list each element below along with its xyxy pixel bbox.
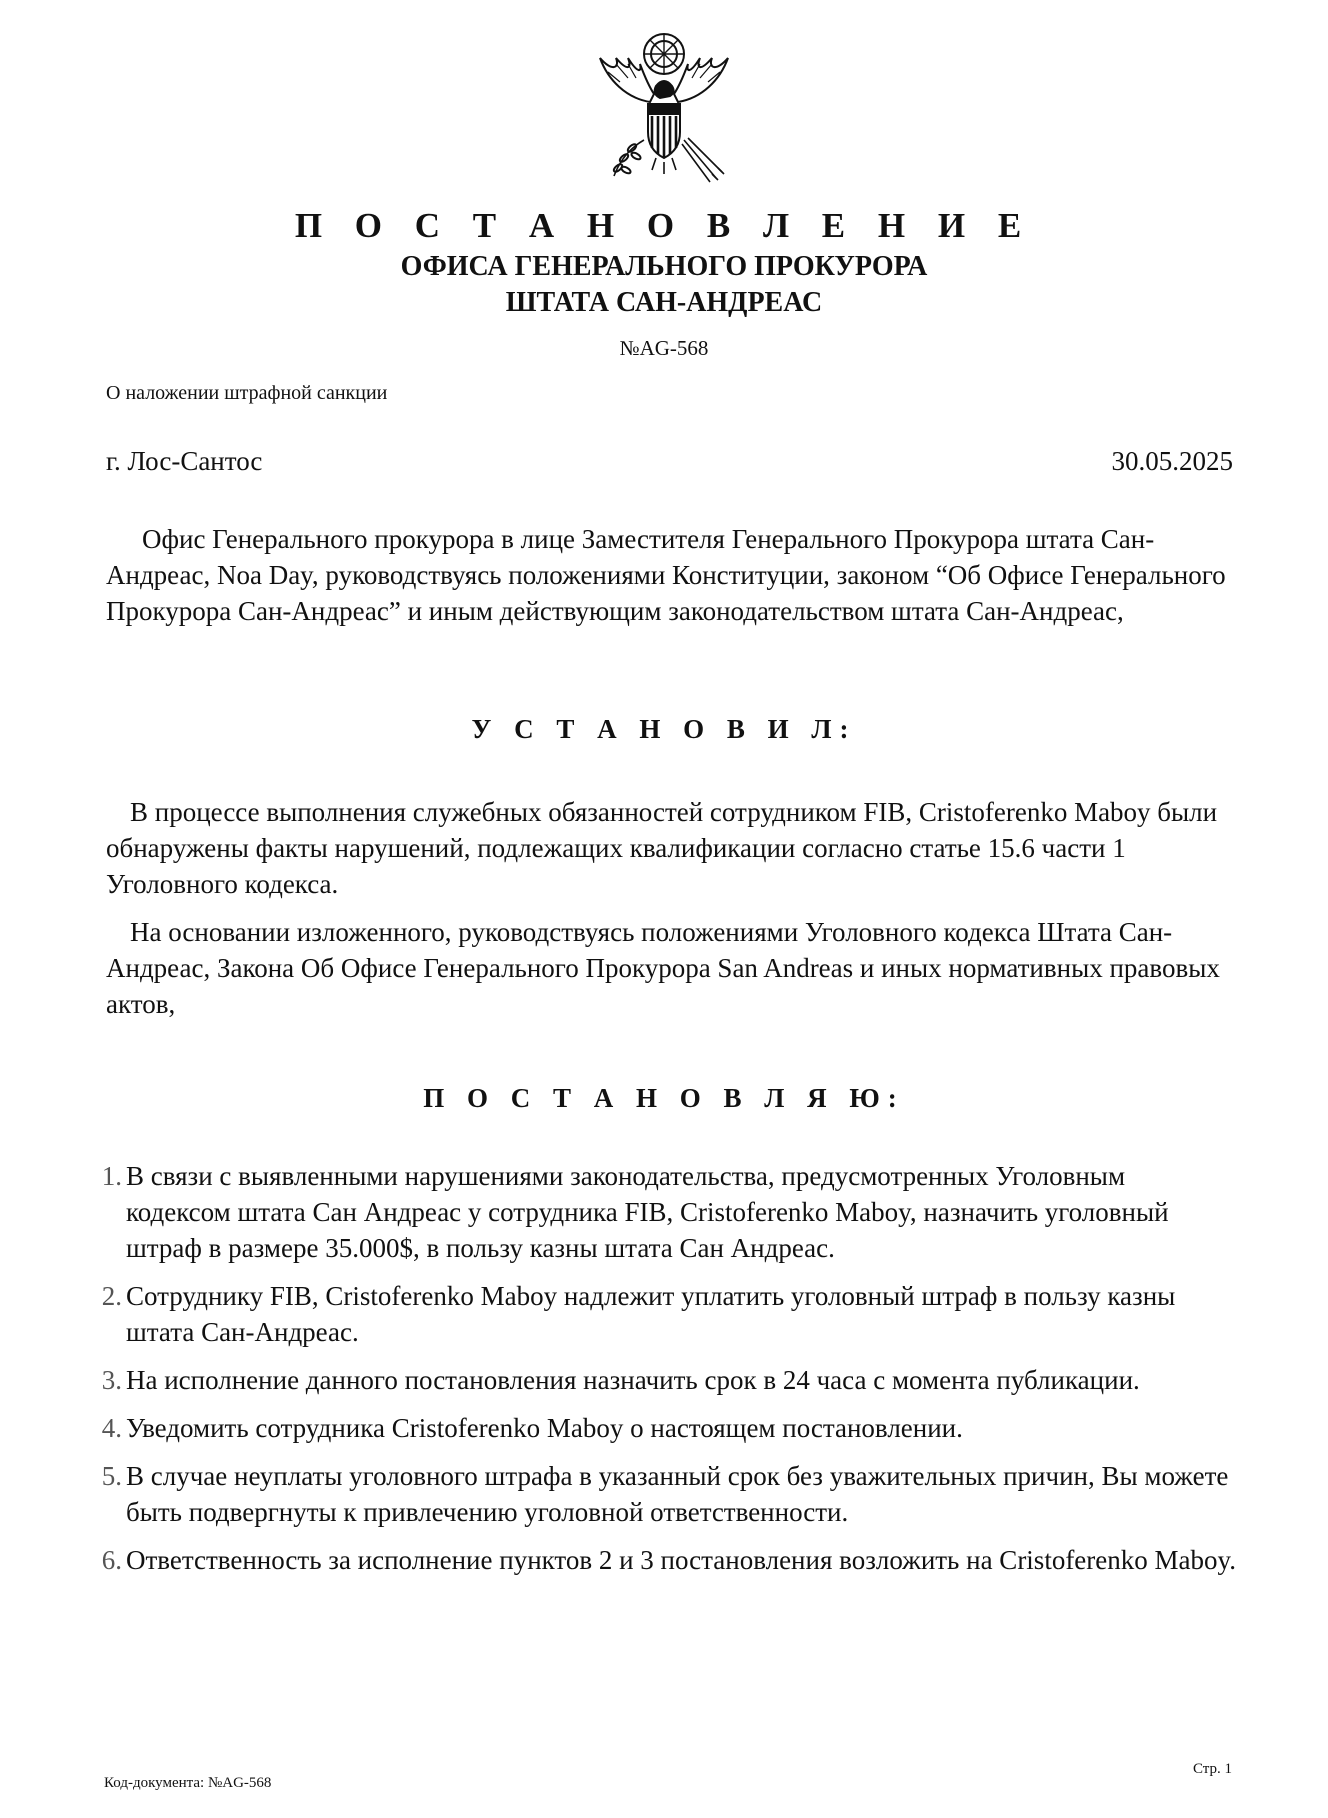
established-paragraph: В процессе выполнения служебных обязанностей сотрудником FIB, Cristoferenko Maboy были обнаружены факты нарушений, подлежащих квалификации согласно статье 15.6 части 1 Уголовного кодекса. — [106, 797, 1218, 899]
list-item — [86, 1458, 1236, 1530]
section-heading-decisions: П О С Т А Н О В Л Я Ю: — [423, 1083, 905, 1113]
list-item-text: В случае неуплаты уголовного штрафа в указанный срок без уважительных причин, Вы можете быть подвергнуты к привлечению уголовной ответственности. — [126, 1461, 1229, 1527]
document-number: №AG-568 — [619, 336, 709, 360]
list-item-number: 2. — [101, 1281, 122, 1311]
issuer-line-1: ОФИСА ГЕНЕРАЛЬНОГО ПРОКУРОРА — [400, 251, 928, 282]
document-title: П О С Т А Н О В Л Е Н И Е — [294, 206, 1034, 245]
list-item — [86, 1158, 1236, 1266]
list-item-number: 1. — [101, 1161, 122, 1191]
list-item-number: 5. — [101, 1461, 122, 1491]
list-item — [86, 1542, 1236, 1578]
section-heading-established: У С Т А Н О В И Л: — [471, 714, 857, 744]
issuer-line-2: ШТАТА САН-АНДРЕАС — [505, 287, 823, 318]
decision-list — [86, 1158, 1236, 1590]
list-item-text: На исполнение данного постановления назначить срок в 24 часа с момента публикации. — [126, 1365, 1140, 1395]
list-item — [86, 1278, 1236, 1350]
footer-document-code: Код-документа: №AG-568 — [104, 1775, 272, 1791]
list-item — [86, 1410, 1236, 1446]
list-item-text: Сотруднику FIB, Cristoferenko Maboy надлежит уплатить уголовный штраф в пользу казны штата Сан-Андреас. — [126, 1281, 1176, 1347]
list-item — [86, 1362, 1236, 1398]
intro-paragraph: Офис Генерального прокурора в лице Заместителя Генерального Прокурора штата Сан-Андреас, Noa Day, руководствуясь положениями Конституции, законом “Об Офисе Генерального Прокурора Сан-Андреас” и иным действующим законодательством штата Сан-Андреас, — [106, 524, 1226, 626]
document-subject: О наложении штрафной санкции — [106, 382, 388, 404]
established-paragraph: На основании изложенного, руководствуясь положениями Уголовного кодекса Штата Сан-Андреас, Закона Об Офисе Генерального Прокурора San Andreas и иных нормативных правовых актов, — [106, 917, 1220, 1019]
eagle-seal-icon — [586, 28, 742, 190]
list-item-number: 3. — [101, 1365, 122, 1395]
document-place: г. Лос-Сантос — [106, 446, 263, 476]
list-item-text: Уведомить сотрудника Cristoferenko Maboy о настоящем постановлении. — [126, 1413, 963, 1443]
footer-page-number: Стр. 1 — [1192, 1761, 1232, 1777]
list-item-text: В связи с выявленными нарушениями законодательства, предусмотренных Уголовным кодексом штата Сан Андреас у сотрудника FIB, Cristoferenko Maboy, назначить уголовный штраф в размере 35.000$, в пользу казны штата Сан Андреас. — [126, 1161, 1169, 1263]
list-item-text: Ответственность за исполнение пунктов 2 и 3 постановления возложить на Cristoferenko Maboy. — [126, 1545, 1237, 1575]
list-item-number: 4. — [101, 1413, 122, 1443]
document-date: 30.05.2025 — [1111, 446, 1233, 476]
list-item-number: 6. — [101, 1545, 122, 1575]
